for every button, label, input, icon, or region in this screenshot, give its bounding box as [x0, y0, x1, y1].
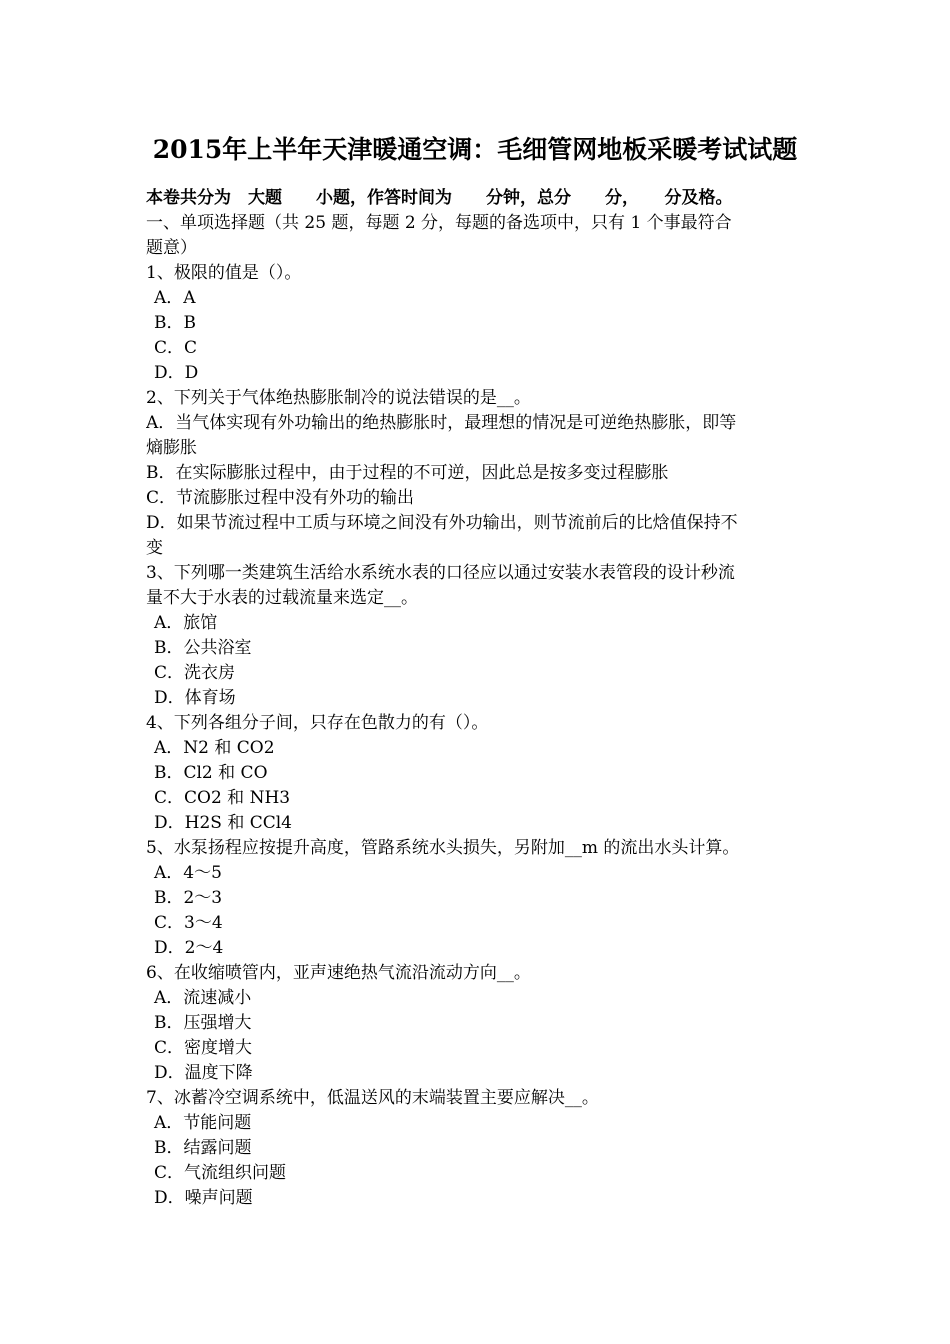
question-3-option-c: C．洗衣房 — [154, 663, 236, 683]
question-2-option-b: B．在实际膨胀过程中，由于过程的不可逆，因此总是按多变过程膨胀 — [146, 463, 669, 483]
section-heading-line-2: 题意） — [146, 238, 197, 258]
question-3-option-d: D．体育场 — [154, 688, 236, 708]
question-3-option-b: B．公共浴室 — [154, 638, 252, 658]
question-1-stem: 1、极限的值是（）。 — [146, 263, 302, 283]
question-2-option-a-line-1: A．当气体实现有外功输出的绝热膨胀时，最理想的情况是可逆绝热膨胀，即等 — [146, 413, 737, 433]
question-4-stem: 4、下列各组分子间，只存在色散力的有（）。 — [146, 713, 489, 733]
question-2-option-d-line-2: 变 — [146, 538, 163, 558]
question-2-option-d-line-1: D．如果节流过程中工质与环境之间没有外功输出，则节流前后的比焓值保持不 — [146, 513, 738, 533]
question-6-option-a: A．流速减小 — [154, 988, 252, 1008]
question-6-option-c: C．密度增大 — [154, 1038, 253, 1058]
question-7-option-d: D．噪声问题 — [154, 1188, 253, 1208]
question-7-option-b: B．结露问题 — [154, 1138, 252, 1158]
question-6-stem: 6、在收缩喷管内，亚声速绝热气流沿流动方向__。 — [146, 963, 531, 983]
question-3-stem-line-1: 3、下列哪一类建筑生活给水系统水表的口径应以通过安装水表管段的设计秒流 — [146, 563, 735, 583]
question-1-option-b: B．B — [154, 313, 196, 333]
section-heading-line-1: 一、单项选择题（共 25 题，每题 2 分，每题的备选项中，只有 1 个事最符合 — [146, 213, 732, 233]
question-3-option-a: A．旅馆 — [154, 613, 218, 633]
exam-summary: 本卷共分为 大题 小题，作答时间为 分钟，总分 分， 分及格。 — [146, 188, 733, 208]
question-2-option-a-line-2: 熵膨胀 — [146, 438, 197, 458]
question-7-option-a: A．节能问题 — [154, 1113, 252, 1133]
document-body — [146, 186, 810, 1211]
question-1-option-d: D．D — [154, 363, 199, 383]
question-6-option-b: B．压强增大 — [154, 1013, 252, 1033]
question-5-option-a: A．4～5 — [154, 863, 222, 883]
question-5-stem: 5、水泵扬程应按提升高度，管路系统水头损失，另附加__m 的流出水头计算。 — [146, 838, 740, 858]
question-4-option-b: B．Cl2 和 CO — [154, 763, 268, 783]
document-title: 2015年上半年天津暖通空调：毛细管网地板采暖考试试题 — [152, 135, 798, 164]
question-3-stem-line-2: 量不大于水表的过载流量来选定__。 — [146, 588, 418, 608]
question-6-option-d: D．温度下降 — [154, 1063, 253, 1083]
question-4-option-d: D．H2S 和 CCl4 — [154, 813, 292, 833]
question-2-stem: 2、下列关于气体绝热膨胀制冷的说法错误的是__。 — [146, 388, 531, 408]
question-7-stem: 7、冰蓄冷空调系统中，低温送风的末端装置主要应解决__。 — [146, 1088, 599, 1108]
question-5-option-b: B．2～3 — [154, 888, 223, 908]
question-1-option-c: C．C — [154, 338, 198, 358]
question-4-option-c: C．CO2 和 NH3 — [154, 788, 291, 808]
question-5-option-d: D．2～4 — [154, 938, 224, 958]
question-7-option-c: C．气流组织问题 — [154, 1163, 287, 1183]
question-2-option-c: C．节流膨胀过程中没有外功的输出 — [146, 488, 415, 508]
question-1-option-a: A．A — [154, 288, 196, 308]
question-4-option-a: A．N2 和 CO2 — [154, 738, 275, 758]
question-5-option-c: C．3～4 — [154, 913, 223, 933]
